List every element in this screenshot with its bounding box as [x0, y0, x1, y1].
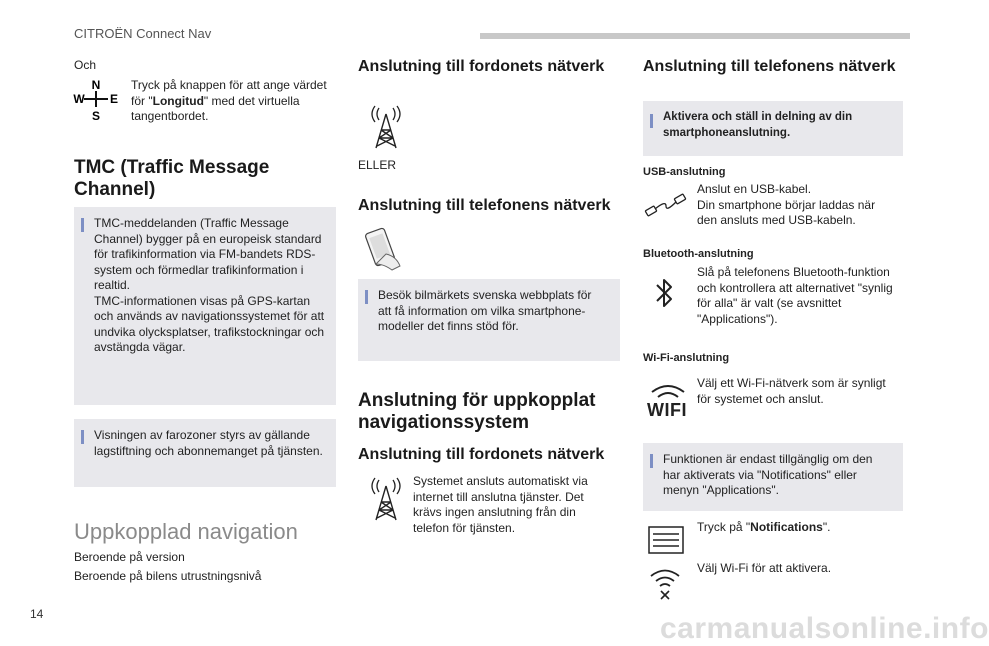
wifi-logo-icon [646, 382, 690, 422]
activate-sharing-note [643, 101, 903, 156]
notifications-text-post: ". [822, 520, 831, 534]
och-text: Och [74, 58, 97, 72]
connected-navigation-heading: Uppkopplad navigation [74, 519, 298, 544]
danger-zone-note [74, 419, 336, 487]
danger-note-text: Visningen av farozoner styrs av gällande lagstiftning och abonnemanget på tjänsten. [94, 428, 323, 458]
connected-nav-system-heading: Anslutning för uppkopplat navigationssystem [358, 390, 596, 433]
longitude-text-post: " med det virtuella tangentbordet. [131, 93, 300, 123]
longitude-keyword: Longitud [152, 93, 204, 108]
eller-text: ELLER [358, 158, 397, 172]
version-text: Beroende på version [74, 550, 185, 564]
usb-text: Anslut en USB-kabel. Din smartphone börjar laddas när den ansluts med USB-kabeln. [697, 182, 876, 227]
compass-e: E [109, 92, 119, 106]
brand-site-note-text: Besök bilmärkets svenska webbplats för att få information om vilka smartphone-modeller det finns stöd för. [378, 288, 592, 333]
info-note-marker [365, 290, 368, 304]
wifi-logo-text: WIFI [647, 400, 687, 420]
hand-phone-icon [362, 224, 408, 272]
header-divider [480, 33, 910, 39]
longitude-text-pre: Tryck på knappen för att ange värdet för " [131, 78, 327, 108]
wifi-text: Välj ett Wi-Fi-nätverk som är synligt för systemet och anslut. [697, 376, 886, 406]
compass-w: W [73, 92, 85, 106]
info-note-marker [650, 454, 653, 468]
compass-s: S [91, 109, 101, 123]
compass-n: N [91, 78, 101, 92]
usb-cable-icon [644, 190, 688, 222]
vehicle-network-heading-2: Anslutning till fordonets nätverk [358, 446, 605, 463]
wifi-label: Wi-Fi-anslutning [643, 352, 730, 364]
auto-connect-text: Systemet ansluts automatiskt via internet till anslutna tjänster. Det krävs ingen anslutning från din telefon för tjänsten. [413, 474, 588, 535]
info-note-marker [650, 114, 653, 128]
phone-network-heading-right: Anslutning till telefonens nätverk [643, 58, 896, 75]
activate-note-text: Aktivera och ställ in delning av din smartphoneanslutning. [663, 111, 853, 139]
longitude-text [131, 78, 336, 125]
wifi-activate-text: Välj Wi-Fi för att aktivera. [697, 561, 832, 575]
bluetooth-icon [654, 276, 676, 310]
notifications-menu-icon [648, 526, 684, 554]
info-note-marker [81, 218, 84, 232]
antenna-icon [366, 106, 406, 150]
bluetooth-label: Bluetooth-anslutning [643, 248, 754, 260]
brand-site-note [358, 279, 620, 361]
equipment-text: Beroende på bilens utrustningsnivå [74, 569, 262, 583]
bluetooth-text: Slå på telefonens Bluetooth-funktion och kontrollera att alternativet "synlig för alla" är valt (se avsnittet "Applications"). [697, 265, 893, 326]
tmc-heading: TMC (Traffic Message Channel) [74, 157, 270, 200]
header-title: CITROËN Connect Nav [74, 26, 212, 41]
wifi-disabled-icon [648, 566, 682, 600]
page-number: 14 [30, 607, 44, 621]
antenna-icon [366, 478, 406, 522]
phone-network-heading: Anslutning till telefonens nätverk [358, 197, 611, 214]
site-watermark: carmanualsonline.info [660, 612, 989, 645]
notifications-keyword: Notifications [750, 520, 823, 534]
tmc-note-text: TMC-meddelanden (Traffic Message Channel) bygger på en europeisk standard för trafikinformation via FM-bandets RDS-system och förmedlar trafikinformation i realtid. TMC-informationen visas på GPS-kartan och används av navigationssystemet för att undvika olycksplatser, trafikstockningar och avstängda vägar. [94, 216, 325, 354]
vehicle-network-heading: Anslutning till fordonets nätverk [358, 58, 605, 75]
function-availability-note [643, 443, 903, 511]
info-note-marker [81, 430, 84, 444]
notifications-text [697, 520, 830, 536]
function-note-text: Funktionen är endast tillgänglig om den har aktiverats via "Notifications" eller menyn "Applications". [663, 452, 873, 497]
usb-label: USB-anslutning [643, 166, 726, 178]
compass-icon [73, 78, 119, 124]
notifications-text-pre: Tryck på " [697, 520, 751, 534]
tmc-info-note [74, 207, 336, 405]
